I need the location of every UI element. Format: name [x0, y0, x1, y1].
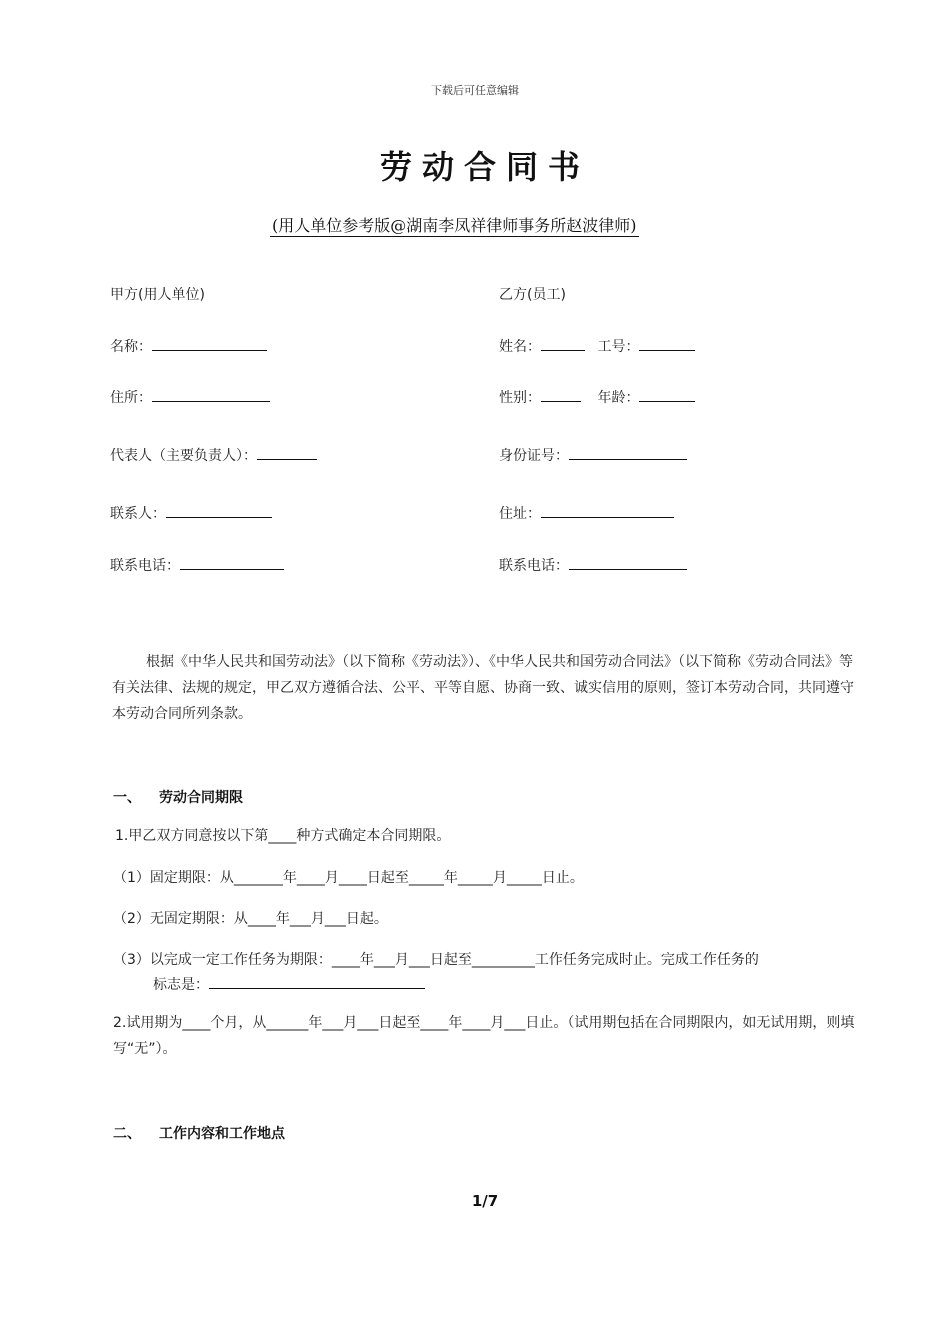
task-completion-mark-blank[interactable] — [209, 974, 425, 989]
party-b-address-field — [499, 503, 674, 523]
page-number: 1/7 — [471, 1192, 499, 1210]
task-based-term-option: （3）以完成一定工作任务为期限：____年___月___日起至_________工作任务完成时止。完成工作任务的 — [113, 952, 759, 968]
party-b-gender-label: 性别： — [499, 390, 541, 406]
section-1-number: 一、 — [113, 790, 141, 806]
section-2-number: 二、 — [113, 1126, 141, 1142]
party-a-address-field — [110, 387, 270, 407]
party-a-representative-blank[interactable] — [257, 445, 317, 460]
party-b-name-field — [499, 336, 695, 356]
party-a-name-blank[interactable] — [152, 336, 267, 351]
probation-clause: 2.试用期为____个月，从______年___月___日起至____年____月___日止。（试用期包括在合同期限内，如无试用期，则填写“无”）。 — [113, 1015, 855, 1057]
party-b-phone-blank[interactable] — [569, 555, 687, 570]
party-b-gender-field — [499, 387, 695, 407]
page-header-note: 下载后可任意编辑 — [431, 84, 519, 97]
party-a-address-label: 住所： — [110, 390, 152, 406]
party-a-phone-blank[interactable] — [180, 555, 284, 570]
party-b-id-card-blank[interactable] — [569, 445, 687, 460]
party-a-heading: 甲方(用人单位) — [110, 287, 205, 303]
party-a-address-blank[interactable] — [152, 387, 270, 402]
party-b-heading: 乙方(员工) — [499, 287, 566, 303]
party-a-phone-label: 联系电话： — [110, 558, 180, 574]
party-b-id-card-label: 身份证号： — [499, 448, 569, 464]
party-b-gender-blank[interactable] — [541, 387, 581, 402]
open-ended-term-option: （2）无固定期限：从____年___月___日起。 — [113, 911, 388, 927]
party-a-representative-label: 代表人（主要负责人）： — [110, 448, 257, 464]
party-b-address-label: 住址： — [499, 506, 541, 522]
party-b-id-no-label: 工号： — [597, 339, 640, 355]
document-subtitle: (用人单位参考版@湖南李凤祥律师事务所赵波律师) — [270, 213, 639, 237]
party-b-id-no-blank[interactable] — [639, 336, 695, 351]
party-b-name-blank[interactable] — [541, 336, 585, 351]
preamble-paragraph: 根据《中华人民共和国劳动法》（以下简称《劳动法》）、《中华人民共和国劳动合同法》（以下简称《劳动合同法》等有关法律、法规的规定，甲乙双方遵循合法、公平、平等自愿、协商一致、诚实信用的原则，签订本劳动合同，共同遵守本劳动合同所列条款。 — [112, 654, 854, 722]
party-b-phone-label: 联系电话： — [499, 558, 569, 574]
party-a-phone-field — [110, 555, 284, 575]
party-b-age-blank[interactable] — [639, 387, 695, 402]
party-a-contact-field — [110, 503, 272, 523]
fixed-term-option: （1）固定期限：从_______年____月____日起至_____年_____月_____日止。 — [113, 870, 584, 886]
section-2-heading — [113, 1123, 285, 1143]
party-b-name-label: 姓名： — [499, 339, 541, 355]
party-b-age-label: 年龄： — [597, 390, 640, 406]
party-a-name-field — [110, 336, 267, 356]
party-a-contact-label: 联系人： — [110, 506, 166, 522]
section-1-title: 劳动合同期限 — [159, 790, 243, 806]
section-1-heading — [113, 787, 243, 807]
party-b-phone-field — [499, 555, 687, 575]
section-2-title: 工作内容和工作地点 — [159, 1126, 285, 1142]
party-a-contact-blank[interactable] — [166, 503, 272, 518]
term-method-clause: 1.甲乙双方同意按以下第____种方式确定本合同期限。 — [115, 828, 451, 844]
task-completion-mark-label: 标志是： — [153, 977, 209, 993]
party-b-id-card-field — [499, 445, 687, 465]
party-b-address-blank[interactable] — [541, 503, 674, 518]
party-a-name-label: 名称： — [110, 339, 152, 355]
task-completion-mark-field — [153, 974, 425, 994]
document-title: 劳动合同书 — [379, 148, 590, 186]
party-a-representative-field — [110, 445, 317, 465]
